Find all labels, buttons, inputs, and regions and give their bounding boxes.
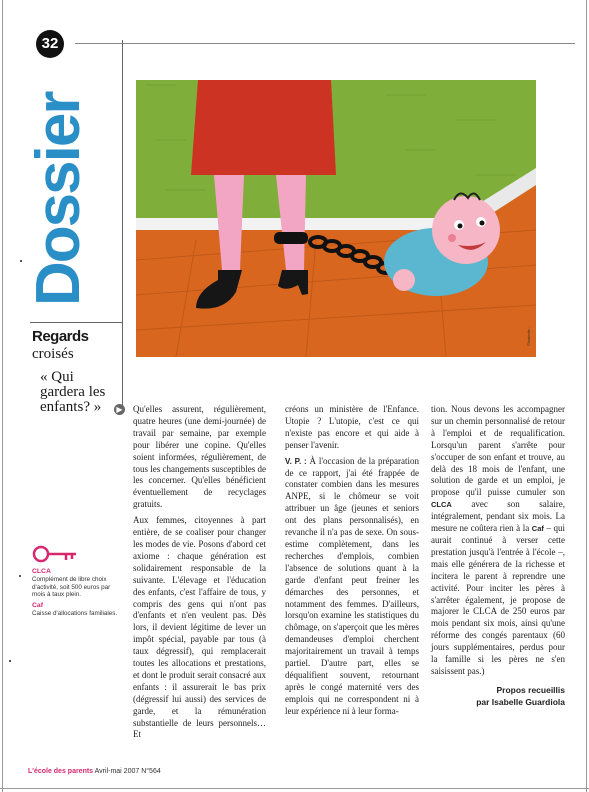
glossary-definition: Complément de libre choix d'activité, soit 500 euros par mois à taux plein.: [32, 575, 111, 599]
illustration-chained-mother: [136, 80, 536, 357]
paragraph-text: tion. Nous devons les accompagner sur un chemin personnalisé de retour à l'emploi et de requalification. Lorsqu'un parent s'arrête pour s'occuper de son enfant et trouve, au delà des 18 mois de l'enfant, une solution de garde et un emploi, je propose qu'il puisse cumuler son: [431, 404, 565, 498]
paragraph-text: – qui aurait continué à verser cette prestation jusqu'à l'entrée à l'école –, mais elle générera de la richesse et incitera le parent à reprendre une activité. Pour inciter les pères à s'arrêter également, je propose de majorer le CLCA de 250 euros par mois pendant six mois, ainsi qu'une réforme des congés parentaux (60 jours supplémentaires, perdus pour la famille si les pères ne s'en saisissent pas.): [431, 523, 566, 676]
paragraph: créons un ministère de l'Enfance. Utopie ? L'utopie, c'est ce qui n'existe pas encore et qui aide à penser l'avenir.: [285, 404, 419, 450]
frame-border-right: [586, 0, 587, 792]
signature-line: par Isabelle Guardiola: [476, 696, 565, 707]
inline-tag: Caf: [531, 524, 544, 534]
article-column-2: [285, 404, 419, 722]
glossary-term: CLCA: [32, 568, 51, 575]
footer-brand: L'école des parents: [28, 768, 94, 775]
footer: [28, 768, 161, 775]
frame-border-left: [2, 0, 3, 792]
glossary-term: Caf: [32, 602, 43, 610]
inline-tag: CLCA: [431, 500, 452, 510]
arrow-right-icon: ▶: [114, 404, 125, 415]
article-column-1: [133, 404, 266, 745]
key-icon: [32, 544, 78, 564]
footer-issue: Avril-mai 2007 N°564: [93, 768, 161, 775]
kicker-sub: croisés: [32, 346, 74, 362]
paragraph-text: À l'occasion de la préparation de ce rapport, j'ai été frappée de constater combien dans les mesures ANPE, si le chômeur se voit attribuer un âge (jeunes et seniors ont des plans personnalisés), en revanche il n'a pas de sexe. On sous-estime complètement, dans les recherches d'emplois, combien l'absence de solutions quant à la garde d'enfant peut freiner les démarches des personnes, et notamment des femmes. D'ailleurs, lorsqu'on examine les statistiques du chômage, on s'aperçoit que les mères demandeuses d'emploi cherchent majoritairement un travail à temps partiel. D'autre part, elles se déqualifient souvent, retournant après le congé maternité vers des emplois qui ne correspondent ni à leur expérience ni à leur forma-: [285, 455, 420, 716]
article-subtitle: « Qui gardera les enfants? »: [40, 369, 106, 415]
paragraph: Aux femmes, citoyennes à part entière, de se coaliser pour changer les modes de vie. Posons d'abord cet axiome : chaque génération est solidairement responsable de la suivante. L'élevage et l'éducation des enfants, c'est l'affaire de tous, y compris des gens qui n'ont pas d'enfants et n'en veulent pas. Dès lors, il devient légitime de lever un impôt spécial, payable par tous (à taux dégressif), qui remplacerait toutes les allocations et prestations, et dont le produit serait consacré aux enfants : il assurerait le bas prix (dégressif lui aussi) des services de garde, et la rémunération substantielle de leurs personnels… Et: [133, 515, 266, 740]
section-title: Dossier: [24, 92, 93, 306]
signature: [431, 684, 565, 708]
paragraph: Qu'elles assurent, régulièrement, quatre heures (une demi-journée) de travail par semaine, par exemple pour libérer une copine. Qu'elles soient informées, régulièrement, de tous les changements susceptibles de les concerner. Qu'elles bénéficient éventuellement de recyclages gratuits.: [133, 404, 266, 510]
column-divider: [122, 40, 123, 410]
top-rule: [75, 43, 575, 44]
page-number: 32: [36, 30, 64, 58]
glossary-definition: Caisse d'allocations familiales.: [32, 609, 118, 617]
speaker-label: V. P. :: [285, 456, 307, 466]
margin-dot: [9, 660, 11, 662]
paragraph: [285, 456, 419, 718]
signature-line: Propos recueillis: [496, 684, 565, 695]
frame-border-bottom: [0, 788, 589, 789]
kicker: Regards: [32, 328, 89, 345]
article-column-3: [431, 404, 565, 708]
paragraph-text: avec son salaire, intégralement, pendant six mois. La mesure ne coûtera rien à la: [431, 499, 565, 534]
illustration-credit: ©Isabelle...: [526, 325, 531, 346]
margin-dot: [19, 575, 21, 577]
section-rule: [30, 322, 123, 323]
paragraph: [431, 404, 565, 678]
glossary: [32, 568, 122, 621]
margin-dot: [20, 260, 22, 262]
